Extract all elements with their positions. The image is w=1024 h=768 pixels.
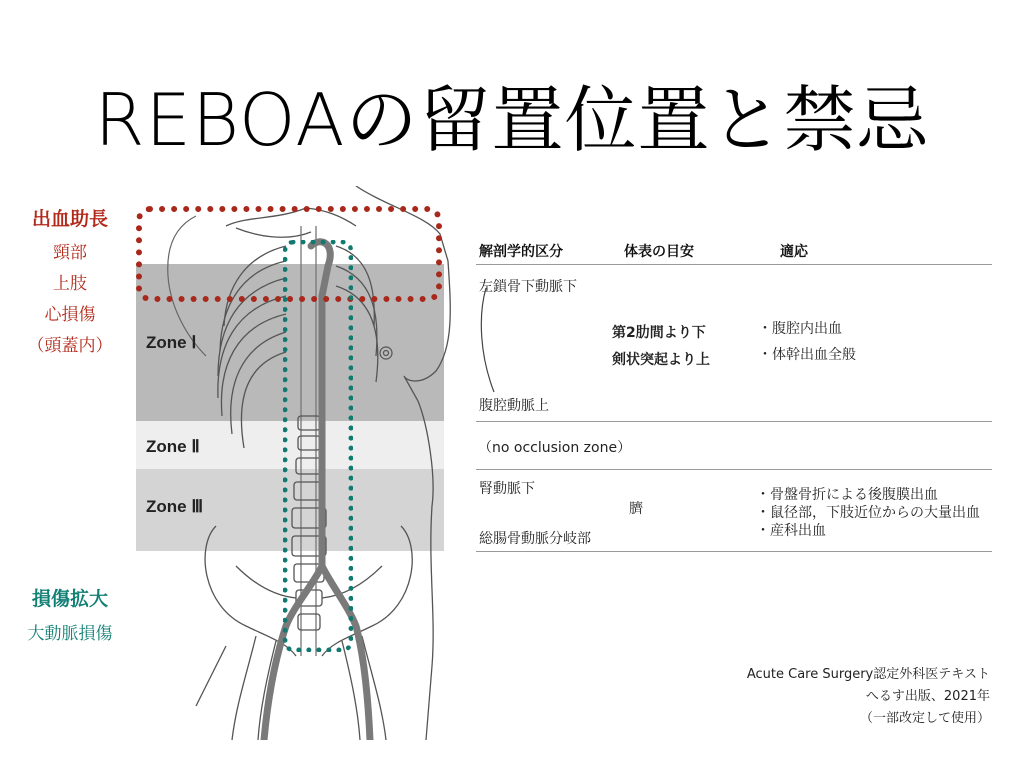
zone-1-indication: ・腹腔内出血 — [758, 321, 842, 337]
table-divider — [476, 421, 992, 422]
zone-1-landmark: 剣状突起より上 — [612, 352, 710, 368]
zone-3-indication: ・鼠径部，下肢近位からの大量出血 — [756, 505, 980, 521]
zone-3-landmark: 臍 — [629, 501, 643, 517]
hemorrhage-item: 頸部 — [53, 243, 87, 263]
zone-1-indication: ・体幹出血全般 — [758, 347, 856, 363]
zone-1-label: Zone Ⅰ — [146, 333, 197, 352]
hemorrhage-item: （頭蓋内） — [27, 336, 113, 356]
zone-3-indication: ・骨盤骨折による後腹膜出血 — [756, 487, 938, 503]
pointer-line — [470, 286, 500, 396]
zone-3-anatomy-top: 腎動脈下 — [479, 481, 535, 497]
zone-1-anatomy-bottom: 腹腔動脈上 — [479, 398, 549, 414]
table-divider — [476, 551, 992, 552]
injury-item: 大動脈損傷 — [27, 624, 113, 644]
zone-1-landmark: 第2肋間より下 — [612, 325, 706, 341]
aorta-highlight-box — [283, 240, 353, 652]
zone-2-note: （no occlusion zone） — [478, 440, 632, 456]
slide-title: REBOAの留置位置と禁忌 — [94, 78, 930, 162]
zone-2-label: Zone Ⅱ — [146, 437, 200, 456]
zone-1-anatomy-top: 左鎖骨下動脈下 — [479, 279, 577, 295]
zone-3-label: Zone Ⅲ — [146, 497, 204, 516]
table-header-anatomy: 解剖学的区分 — [479, 244, 563, 260]
hemorrhage-heading: 出血助長 — [31, 208, 108, 230]
zone-3-anatomy-bottom: 総腸骨動脈分岐部 — [479, 531, 591, 547]
hemorrhage-item: 上肢 — [53, 274, 87, 294]
source-line: へるす出版、2021年 — [865, 689, 990, 704]
table-divider — [476, 469, 992, 470]
table-divider — [476, 264, 992, 265]
source-line: Acute Care Surgery認定外科医テキスト — [746, 667, 990, 682]
zone-3-indication: ・産科出血 — [756, 523, 826, 539]
hemorrhage-item: 心損傷 — [44, 305, 96, 325]
table-header-indication: 適応 — [780, 244, 808, 260]
navel-icon — [378, 345, 394, 361]
table-header-landmark: 体表の目安 — [624, 244, 694, 260]
source-line: （一部改定して使用） — [859, 711, 990, 726]
injury-heading: 損傷拡大 — [31, 588, 108, 610]
